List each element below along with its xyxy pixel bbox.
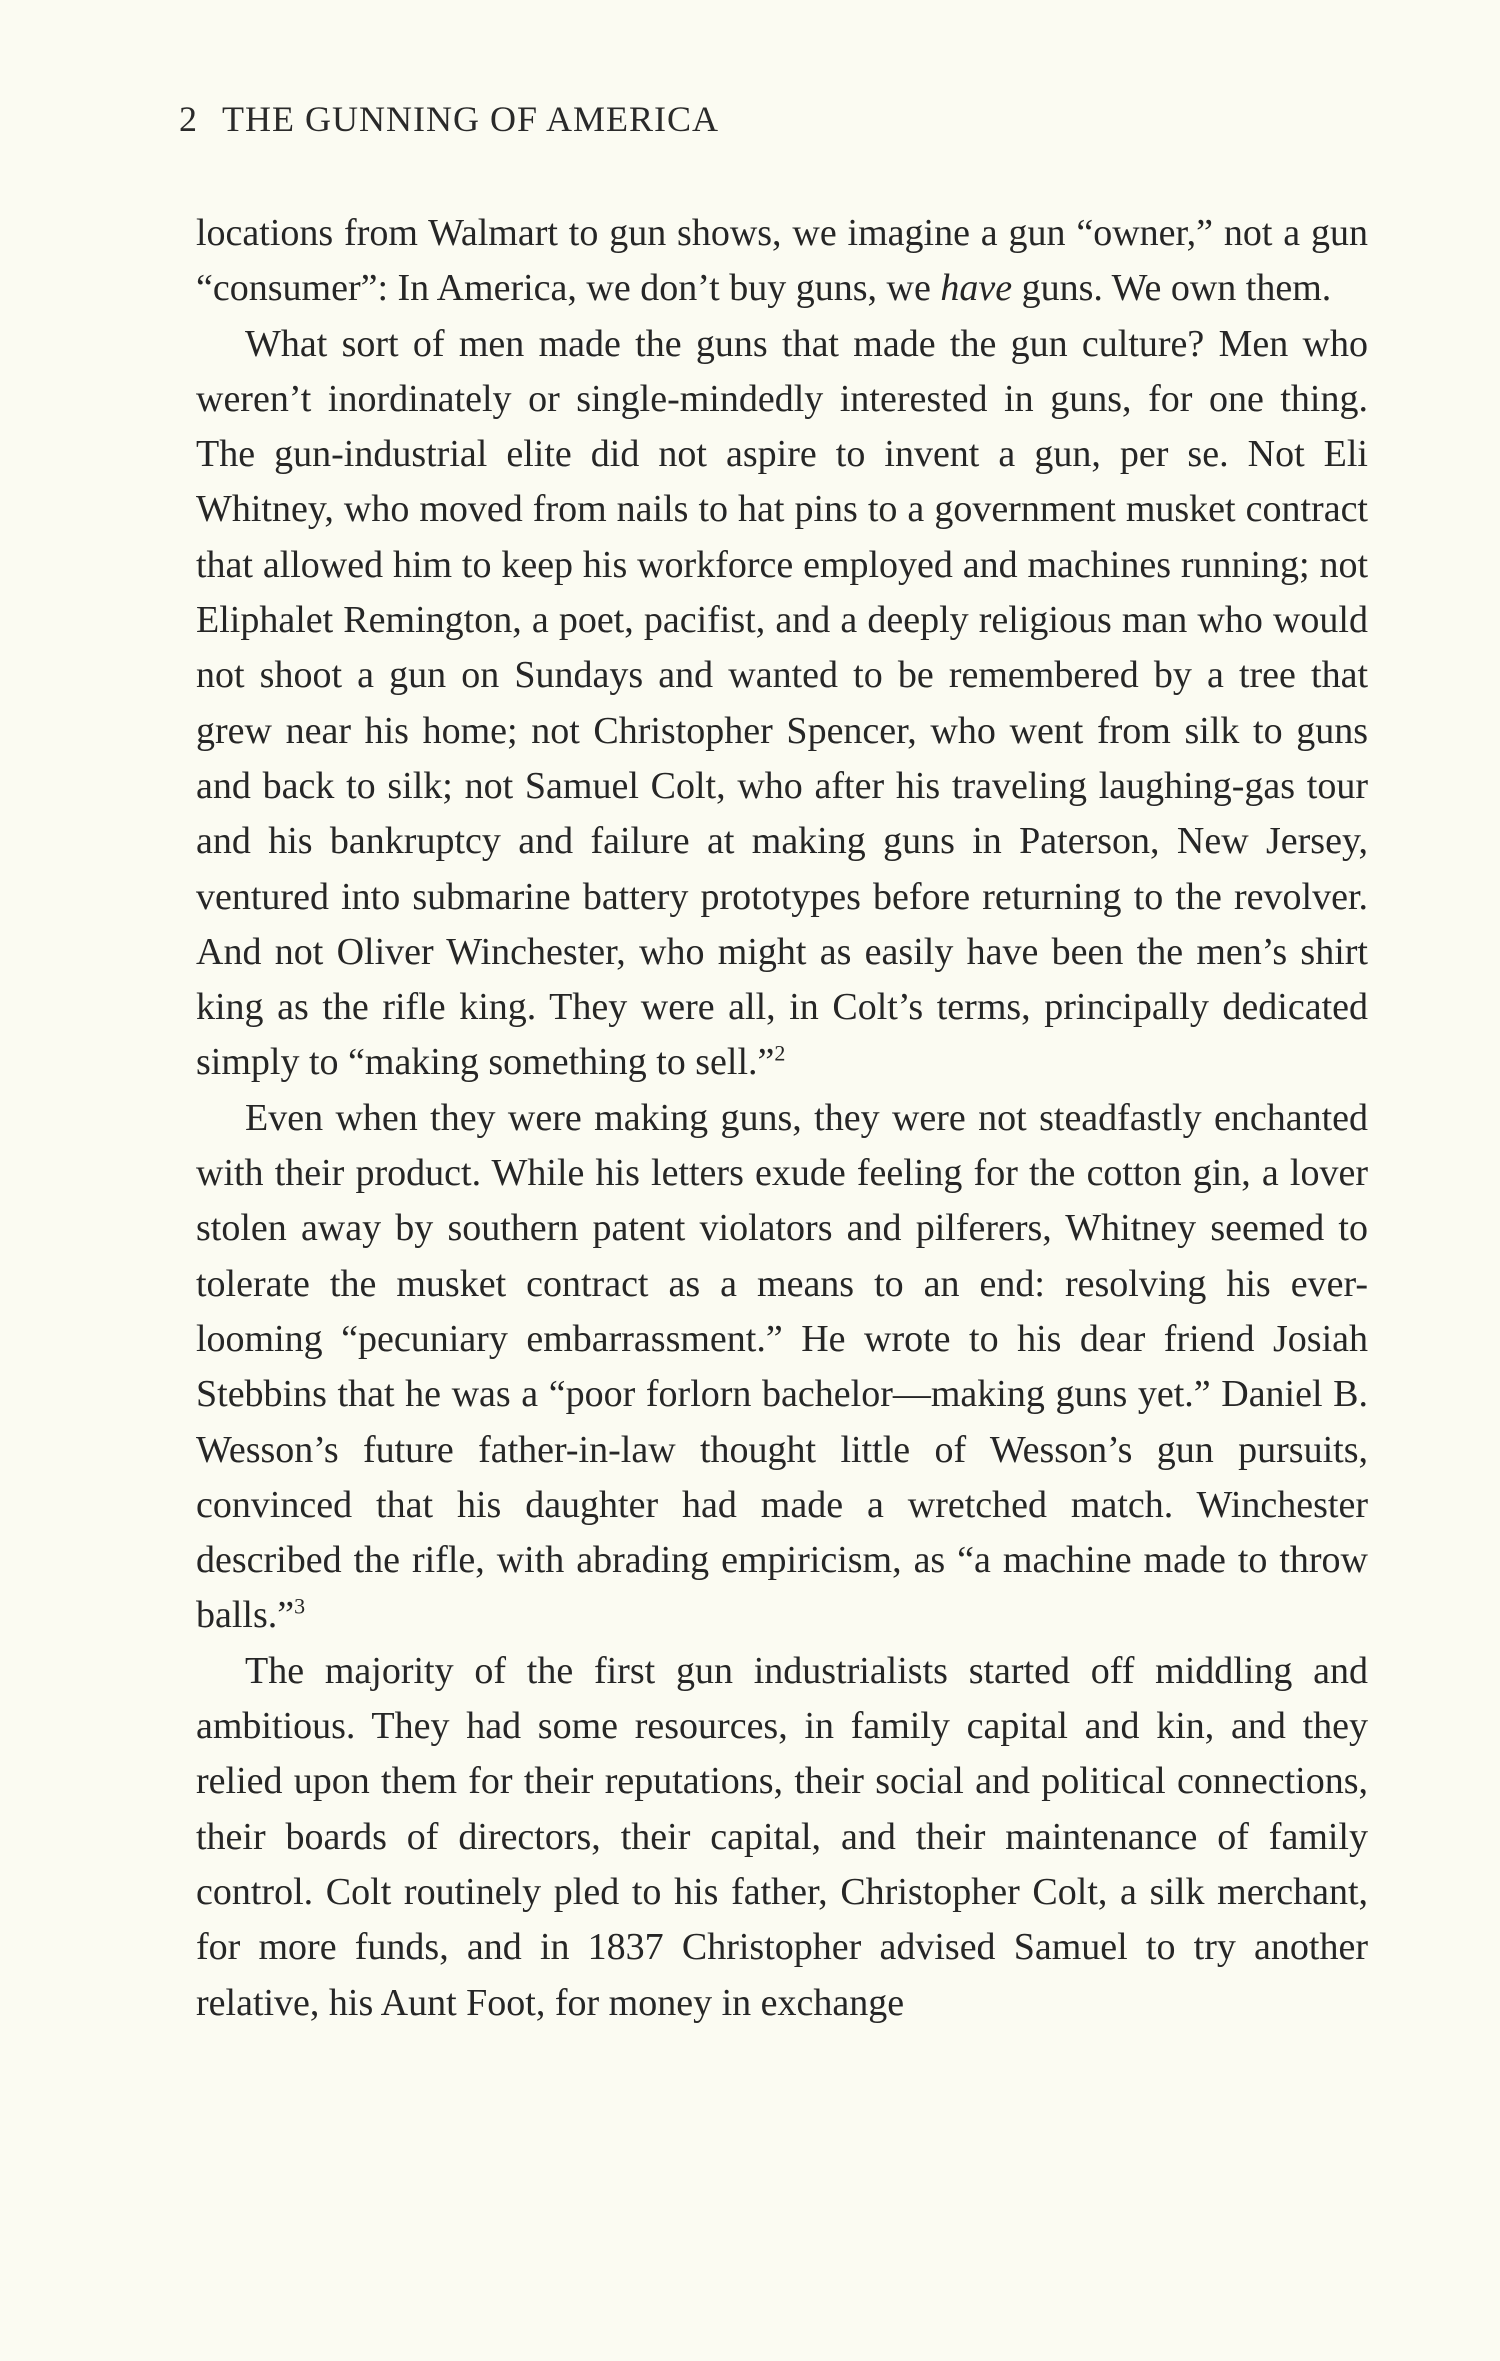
running-head — [179, 98, 719, 140]
paragraph-4-text: The majority of the first gun industrialists started off middling and ambitious. They had some resources, in family capital and kin, and they relied upon them for their reputations, their social and political connections, their boards of directors, their capital, and their maintenance of family control. Colt routinely pled to his father, Christopher Colt, a silk merchant, for more funds, and in 1837 Christopher advised Samuel to try another relative, his Aunt Foot, for money in exchange — [196, 1649, 1368, 2024]
paragraph-3 — [196, 1091, 1368, 1644]
paragraph-2-text: What sort of men made the guns that made the gun culture? Men who weren’t inordinately or single-mindedly interested in guns, for one thing. The gun-industrial elite did not aspire to invent a gun, per se. Not Eli Whitney, who moved from nails to hat pins to a government musket contract that allowed him to keep his workforce employed and machines running; not Eliphalet Remington, a poet, pacifist, and a deeply religious man who would not shoot a gun on Sundays and wanted to be remembered by a tree that grew near his home; not Christopher Spencer, who went from silk to guns and back to silk; not Samuel Colt, who after his traveling laughing-gas tour and his bankruptcy and failure at making guns in Paterson, New Jersey, ventured into submarine battery prototypes before returning to the revolver. And not Oliver Winchester, who might as easily have been the men’s shirt king as the rifle king. They were all, in Colt’s terms, principally dedicated simply to “making something to sell.” — [196, 322, 1368, 1084]
paragraph-1-emphasis: have — [940, 267, 1013, 310]
paragraph-1 — [196, 206, 1368, 317]
book-title: THE GUNNING OF AMERICA — [222, 99, 719, 139]
paragraph-2 — [196, 317, 1368, 1091]
page-number: 2 — [179, 99, 198, 139]
body-text — [196, 206, 1368, 2031]
paragraph-1-text-before: locations from Walmart to gun shows, we imagine a gun “owner,” not a gun “consumer”: In America, we don’t buy guns, we — [196, 212, 1368, 310]
footnote-ref-2[interactable]: 2 — [774, 1040, 786, 1066]
footnote-ref-3[interactable]: 3 — [294, 1593, 306, 1619]
paragraph-3-text: Even when they were making guns, they were not steadfastly enchanted with their product. While his letters exude feeling for the cotton gin, a lover stolen away by southern patent violators and pilferers, Whitney seemed to tolerate the musket contract as a means to an end: resolving his ever-looming “pecuniary embarrassment.” He wrote to his dear friend Josiah Stebbins that he was a “poor forlorn bachelor—making guns yet.” Daniel B. Wesson’s future father-in-law thought little of Wesson’s gun pursuits, convinced that his daughter had made a wretched match. Winchester described the rifle, with abrading empiricism, as “a machine made to throw balls.” — [196, 1096, 1368, 1637]
paragraph-4 — [196, 1644, 1368, 2031]
paragraph-1-text-after: guns. We own them. — [1012, 267, 1332, 310]
